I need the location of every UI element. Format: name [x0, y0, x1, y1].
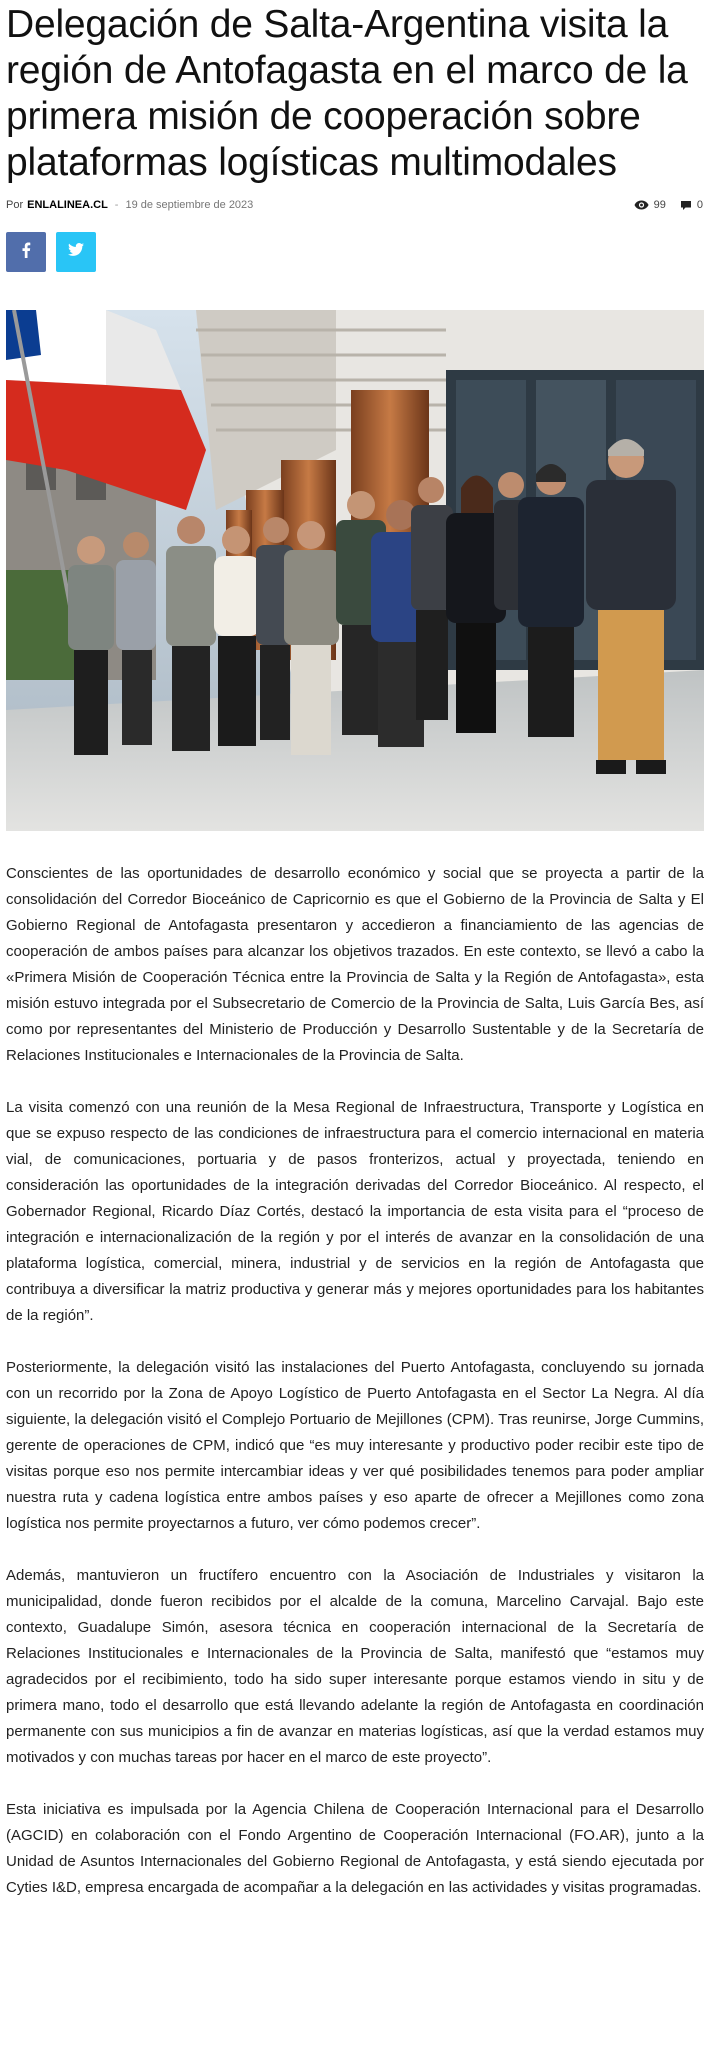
article-title: Delegación de Salta-Argentina visita la región de Antofagasta en el marco de la primera misión de cooperación sobre plataformas logísticas multimodales	[6, 3, 688, 184]
article-stats	[634, 199, 704, 211]
article-paragraph: Esta iniciativa es impulsada por la Agencia Chilena de Cooperación Internacional para el Desarrollo (AGCID) en colaboración con el Fondo Argentino de Cooperación Internacional (FO.AR), junto a la Unidad de Asuntos Internacionales del Gobierno Regional de Antofagasta, y está siendo ejecutada por Cyties I&D, empresa encargada de acompañar a la delegación en las actividades y visitas programadas.	[6, 1801, 704, 1896]
article-paragraph: Conscientes de las oportunidades de desarrollo económico y social que se proyecta a partir de la consolidación del Corredor Bioceánico de Capricornio es que el Gobierno de la Provincia de Salta y El Gobierno Regional de Antofagasta presentaron y accedieron a financiamiento de las agencias de cooperación de ambos países para alcanzar los objetivos trazados. En este contexto, se llevó a cabo la «Primera Misión de Cooperación Técnica entre la Provincia de Salta y la Región de Antofagasta», esta misión estuvo integrada por el Subsecretario de Comercio de la Provincia de Salta, Luis García Bes, así como por representantes del Ministerio de Producción y Desarrollo Sustentable y de la Secretaría de Relaciones Institucionales e Internacionales de la Provincia de Salta.	[6, 865, 704, 1064]
twitter-share-button[interactable]	[56, 232, 96, 272]
twitter-icon	[68, 243, 84, 261]
comments-count[interactable]	[680, 199, 703, 211]
views-value: 99	[653, 199, 666, 211]
by-label: Por	[6, 199, 24, 211]
article-photo	[6, 310, 704, 831]
publish-date: 19 de septiembre de 2023	[125, 199, 254, 211]
eye-icon	[634, 200, 649, 210]
article-paragraph: La visita comenzó con una reunión de la Mesa Regional de Infraestructura, Transporte y Logística en que se expuso respecto de las condiciones de infraestructura para el comercio internacional en materia vial, de comunicaciones, portuaria y de pasos fronterizos, actual y proyectada, teniendo en consideración las oportunidades de la integración derivadas del Corredor Bioceánico. Al respecto, el Gobernador Regional, Ricardo Díaz Cortés, destacó la importancia de esta visita para el “proceso de integración e internacionalización de la región y por el interés de avanzar en la consolidación de una plataforma logística, comercial, minera, industrial y de servicios en la región de Antofagasta que contribuya a diversificar la matriz productiva y generar más y mejores oportunidades para los habitantes de la región”.	[6, 1099, 704, 1324]
article-paragraph: Además, mantuvieron un fructífero encuentro con la Asociación de Industriales y visitaron la municipalidad, donde fueron recibidos por el alcalde de la comuna, Marcelino Carvajal. Bajo este contexto, Guadalupe Simón, asesora técnica en cooperación internacional de la Secretaría de Relaciones Institucionales e Internacionales de la Provincia de Salta, manifestó que “estamos muy agradecidos por el recibimiento, todo ha sido super interesante porque estamos viendo in situ y de primera mano, todo el desarrollo que está llevando adelante la región de Antofagasta en coordinación permanente con sus municipios a fin de avanzar en materias logísticas, así que la verdad estamos muy motivados y con muchas tareas por hacer en el marco de este proyecto”.	[6, 1567, 704, 1766]
share-buttons	[6, 232, 704, 272]
author-link[interactable]: ENLALINEA.CL	[27, 199, 108, 211]
comments-value: 0	[696, 199, 703, 211]
article-body	[6, 861, 704, 1901]
facebook-share-button[interactable]	[6, 232, 46, 272]
byline	[6, 199, 253, 211]
article-paragraph: Posteriormente, la delegación visitó las instalaciones del Puerto Antofagasta, concluyendo su jornada con un recorrido por la Zona de Apoyo Logístico de Puerto Antofagasta en el Sector La Negra. Al día siguiente, la delegación visitó el Complejo Portuario de Mejillones (CPM). Tras reunirse, Jorge Cummins, gerente de operaciones de CPM, indicó que “es muy interesante y productivo poder recibir este tipo de visitas porque eso nos permite intercambiar ideas y ver qué posibilidades tenemos para poder ampliar nuestra ruta y cadena logística entre ambos países y eso aparte de ofrecer a Mejillones como zona logística nos permite proyectarnos a futuro, ver cómo podemos crecer”.	[6, 1359, 704, 1532]
facebook-icon	[21, 242, 31, 263]
views-count	[634, 199, 666, 211]
article-meta	[6, 196, 704, 214]
byline-separator: -	[114, 199, 119, 211]
group-photo-illustration	[6, 310, 704, 831]
comment-icon	[680, 200, 692, 211]
